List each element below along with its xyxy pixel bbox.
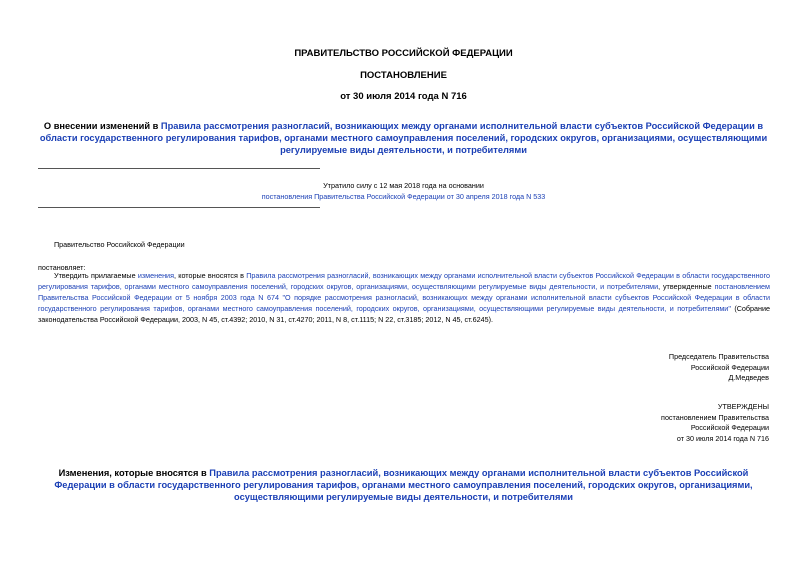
repeal-decree-link[interactable]: постановления Правительства Российской Федерации от 30 апреля 2018 года N 533 xyxy=(261,192,546,201)
paragraph-text-mid: , которые вносятся в xyxy=(173,271,247,280)
approval-line-4: от 30 июля 2014 года N 716 xyxy=(676,433,769,443)
title-prefix: О внесении изменений в xyxy=(43,121,161,131)
paragraph-text-end: (Собрание законодательства Российской Федерации, 2003, N 45, ст.4392; 2010, N 31, ст.4270; 2011, N 8, ст.1115; N 22, ст.3185; 2012, N 45, ст.6245). xyxy=(38,304,771,324)
resolution-paragraph xyxy=(38,270,770,325)
government-heading: ПРАВИТЕЛЬСТВО РОССИЙСКОЙ ФЕДЕРАЦИИ xyxy=(294,48,513,59)
document-type-heading: ПОСТАНОВЛЕНИЕ xyxy=(360,70,447,81)
signature-block xyxy=(669,352,769,384)
approval-line-3: Российской Федерации xyxy=(690,423,769,432)
annex-title xyxy=(36,467,771,503)
resolves-label: постановляет: xyxy=(38,263,86,272)
changes-link[interactable]: изменения xyxy=(137,271,174,280)
paragraph-text-approved: , утвержденные xyxy=(658,282,715,291)
signature-position: Председатель Правительства xyxy=(668,352,769,361)
paragraph-text-start: Утвердить прилагаемые xyxy=(54,271,138,280)
top-divider xyxy=(38,168,320,169)
signature-country: Российской Федерации xyxy=(690,362,769,372)
approval-block xyxy=(661,402,769,444)
rules-link[interactable]: Правила рассмотрения разногласий, возникающих между органами исполнительной власти субъектов Российской Федерации в области государственного регулирования тарифов, органами местного самоуправления поселений, городских округов, организациями, осуществляющими регулируемые виды деятельности, и потребителями xyxy=(38,271,770,291)
status-note-text: Утратило силу с 12 мая 2018 года на основании xyxy=(323,181,484,190)
document-title xyxy=(36,120,771,156)
title-rules-link[interactable]: Правила рассмотрения разногласий, возникающих между органами исполнительной власти субъектов Российской Федерации в области государственного регулирования тарифов, органами местного самоуправления поселений, городских округов, организациями, осуществляющими регулируемые виды деятельности, и потребителями xyxy=(39,121,768,155)
annex-rules-link[interactable]: Правила рассмотрения разногласий, возникающих между органами исполнительной власти субъектов Российской Федерации в области государственного регулирования тарифов, органами местного самоуправления поселений, городских округов, организациями, осуществляющими регулируемые виды деятельности, и потребителями xyxy=(54,468,753,502)
bottom-divider xyxy=(38,207,320,208)
decree-674-link[interactable]: постановлением Правительства Российской Федерации от 5 ноября 2003 года N 674 "О порядке рассмотрения разногласий, возникающих между органами исполнительной власти субъектов Российской Федерации в области государственного регулирования тарифов, органами местного самоуправления поселений, городских округов, организациями, осуществляющими регулируемые виды деятельности, и потребителями" xyxy=(38,282,770,313)
status-note xyxy=(0,180,807,202)
approval-line-2: постановлением Правительства xyxy=(661,412,769,422)
signature-name: Д.Медведев xyxy=(728,373,769,382)
issuer: Правительство Российской Федерации xyxy=(54,240,185,249)
approval-heading: УТВЕРЖДЕНЫ xyxy=(717,402,769,411)
date-number-heading: от 30 июля 2014 года N 716 xyxy=(340,91,467,102)
annex-title-prefix: Изменения, которые вносятся в xyxy=(58,468,210,478)
